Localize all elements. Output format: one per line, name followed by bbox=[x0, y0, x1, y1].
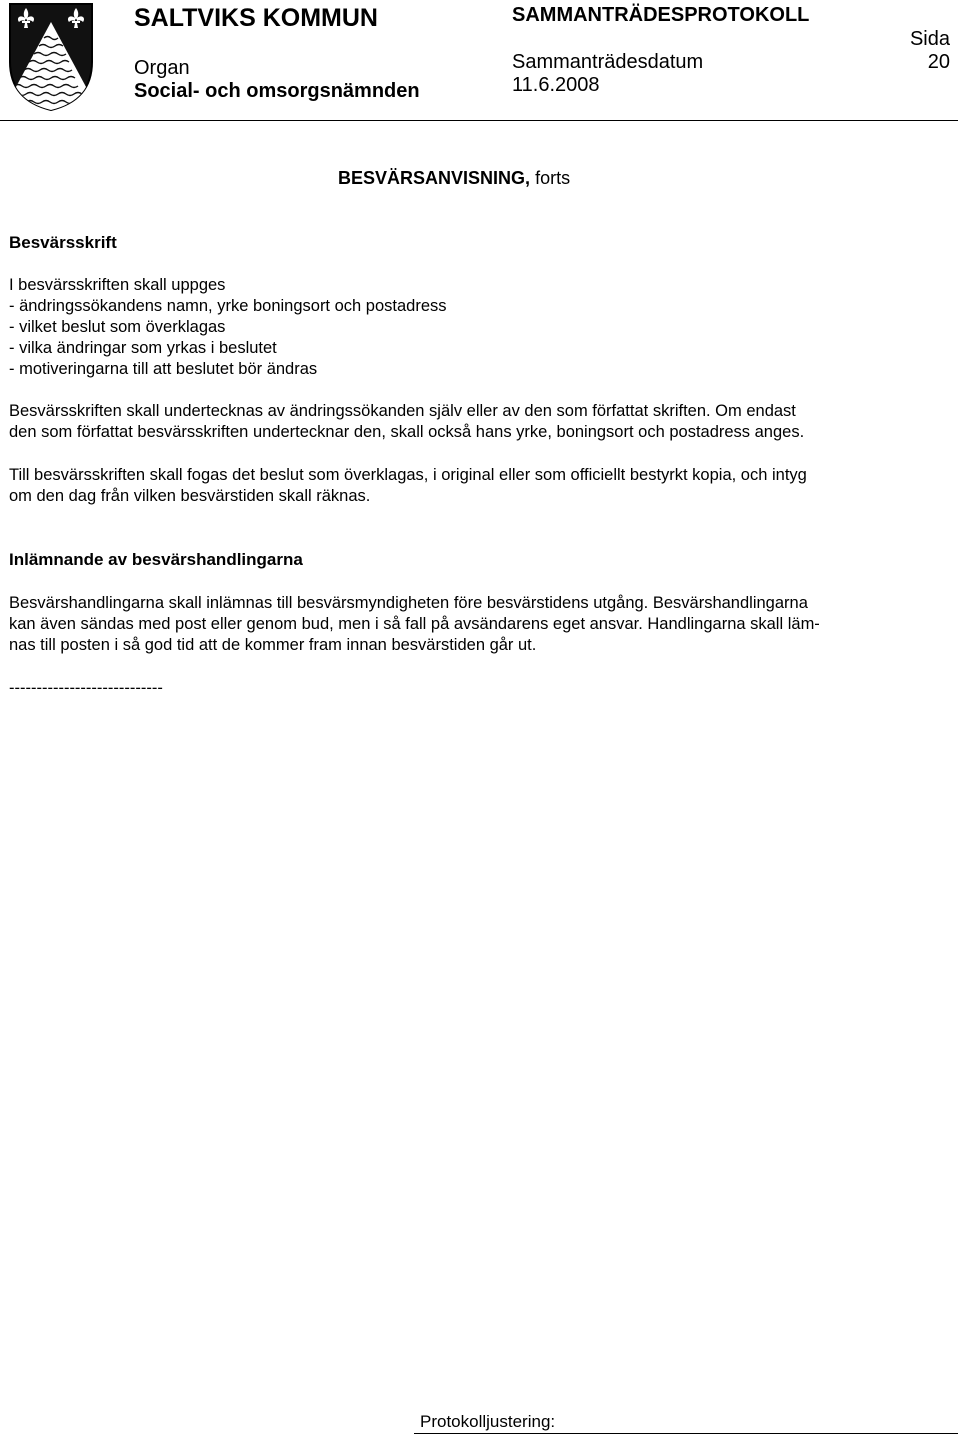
municipal-coat-of-arms bbox=[8, 2, 94, 112]
paragraph-line: nas till posten i så god tid att de kommer fram innan besvärstiden går ut. bbox=[9, 636, 537, 654]
footer-signature-line bbox=[414, 1433, 958, 1434]
paragraph-line: Besvärsskriften skall undertecknas av ändringssökanden själv eller av den som författat skriften. Om endast bbox=[9, 402, 796, 420]
meeting-date-label: Sammanträdesdatum bbox=[512, 51, 704, 73]
document-title-main: BESVÄRSANVISNING, bbox=[338, 168, 531, 188]
organ-name: Social- och omsorgsnämnden bbox=[134, 80, 420, 102]
list-item: - motiveringarna till att beslutet bör ändras bbox=[9, 360, 318, 378]
list-item: - vilket beslut som överklagas bbox=[9, 318, 226, 336]
municipality-name: SALTVIKS KOMMUN bbox=[134, 4, 378, 32]
paragraph-line: om den dag från vilken besvärstiden skall räknas. bbox=[9, 487, 371, 505]
section-heading-besvarsskrift: Besvärsskrift bbox=[9, 233, 117, 252]
document-type: SAMMANTRÄDESPROTOKOLL bbox=[512, 4, 810, 26]
page-label: Sida bbox=[909, 28, 950, 50]
header-divider bbox=[0, 120, 958, 121]
page-number: 20 bbox=[927, 51, 950, 73]
meeting-date-value: 11.6.2008 bbox=[512, 74, 600, 96]
paragraph-line: kan även sändas med post eller genom bud, men i så fall på avsändarens eget ansvar. Handlingarna skall läm- bbox=[9, 615, 820, 633]
list-intro: I besvärsskriften skall uppges bbox=[9, 276, 226, 294]
protocol-verification-label: Protokolljustering: bbox=[420, 1412, 556, 1431]
list-item: - vilka ändringar som yrkas i beslutet bbox=[9, 339, 277, 357]
organ-label: Organ bbox=[134, 57, 190, 79]
paragraph-line: Besvärshandlingarna skall inlämnas till besvärsmyndigheten före besvärstidens utgång. Besvärshandlingarna bbox=[9, 594, 808, 612]
list-item: - ändringssökandens namn, yrke boningsort och postadress bbox=[9, 297, 447, 315]
end-marker: ---------------------------- bbox=[9, 679, 163, 697]
paragraph-line: Till besvärsskriften skall fogas det beslut som överklagas, i original eller som officiellt bestyrkt kopia, och intyg bbox=[9, 466, 807, 484]
document-title bbox=[338, 168, 570, 189]
section-heading-inlamnande: Inlämnande av besvärshandlingarna bbox=[9, 550, 303, 569]
paragraph-line: den som författat besvärsskriften undertecknar den, skall också hans yrke, boningsort och postadress anges. bbox=[9, 423, 805, 441]
document-title-suffix: forts bbox=[535, 168, 571, 188]
